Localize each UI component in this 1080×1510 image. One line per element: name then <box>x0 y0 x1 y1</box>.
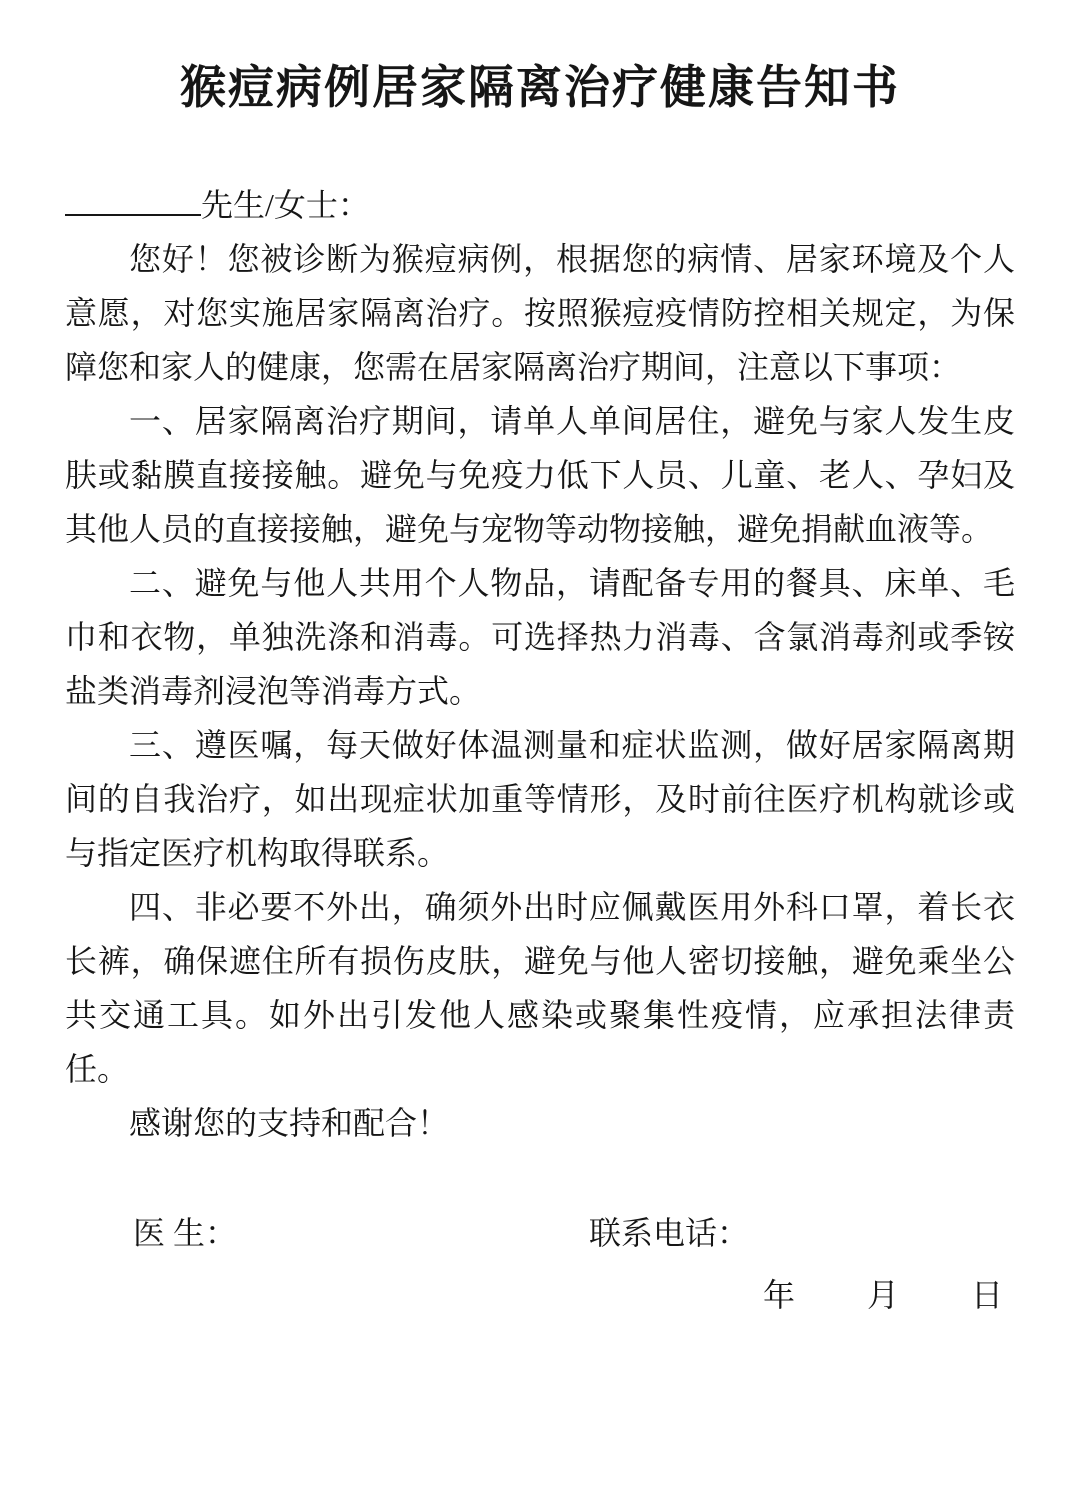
name-blank-line <box>65 180 201 216</box>
signature-row <box>65 1206 1015 1260</box>
date-day-label: 日 <box>970 1277 1003 1313</box>
paragraph-item-3: 三、遵医嘱，每天做好体温测量和症状监测，做好居家隔离期间的自我治疗，如出现症状加重等情形，及时前往医疗机构就诊或与指定医疗机构取得联系。 <box>65 727 1015 871</box>
doctor-label: 医 生： <box>133 1215 238 1251</box>
salutation-text: 先生/女士： <box>201 187 370 223</box>
contact-phone-label: 联系电话： <box>589 1215 750 1251</box>
date-year-label: 年 <box>762 1277 795 1313</box>
salutation-line <box>65 178 1015 232</box>
paragraph-item-2: 二、避免与他人共用个人物品，请配备专用的餐具、床单、毛巾和衣物，单独洗涤和消毒。可选择热力消毒、含氯消毒剂或季铵盐类消毒剂浸泡等消毒方式。 <box>65 565 1015 709</box>
date-line <box>65 1268 1015 1322</box>
paragraph-thanks: 感谢您的支持和配合！ <box>129 1105 450 1141</box>
date-month-label: 月 <box>866 1277 899 1313</box>
paragraph-intro: 您好！您被诊断为猴痘病例，根据您的病情、居家环境及个人意愿，对您实施居家隔离治疗。按照猴痘疫情防控相关规定，为保障您和家人的健康，您需在居家隔离治疗期间，注意以下事项： <box>65 241 1015 385</box>
paragraph-item-1: 一、居家隔离治疗期间，请单人单间居住，避免与家人发生皮肤或黏膜直接接触。避免与免疫力低下人员、儿童、老人、孕妇及其他人员的直接接触，避免与宠物等动物接触，避免捐献血液等。 <box>65 403 1015 547</box>
paragraph-item-4: 四、非必要不外出，确须外出时应佩戴医用外科口罩，着长衣长裤，确保遮住所有损伤皮肤，避免与他人密切接触，避免乘坐公共交通工具。如外出引发他人感染或聚集性疫情，应承担法律责任。 <box>65 889 1015 1087</box>
document-body <box>65 178 1015 1322</box>
document-title: 猴痘病例居家隔离治疗健康告知书 <box>180 62 900 113</box>
